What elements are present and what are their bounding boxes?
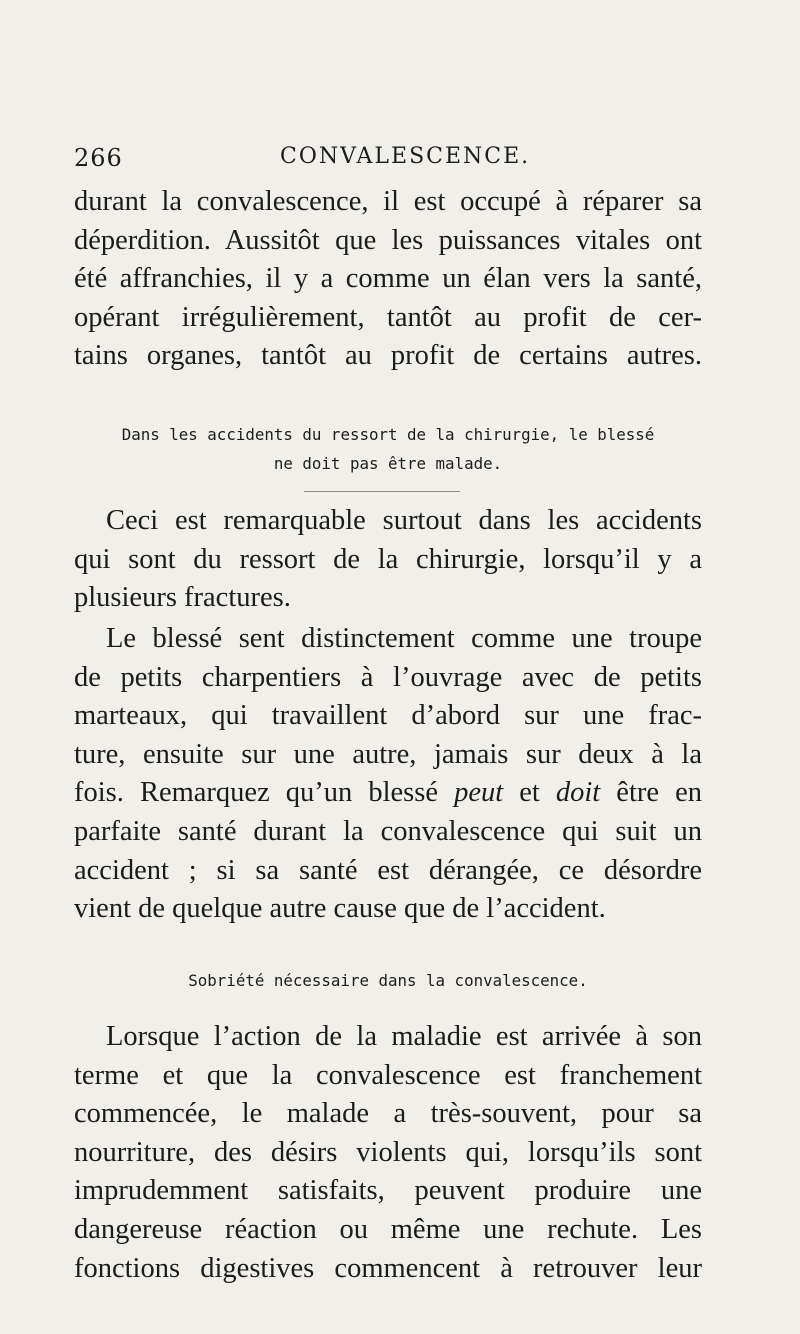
paragraph-nutrition xyxy=(74,1018,702,1288)
text-line: Ceci est remarquable surtout dans les accidents xyxy=(106,505,702,536)
sidenote-line: ne doit pas être malade. xyxy=(273,454,503,473)
text-line: dangereuse réaction ou même une rechute. Les xyxy=(74,1213,702,1245)
sidenote-line: Sobriété nécessaire dans la convalescence. xyxy=(188,971,588,990)
text-line: imprudemment satisfaits, peuvent produire une xyxy=(74,1175,702,1207)
text-fragment: et xyxy=(503,777,556,809)
page-header xyxy=(74,144,700,174)
text-line-with-emphasis xyxy=(74,774,702,813)
text-fragment: fois. Remarquez qu’un blessé xyxy=(74,777,455,809)
paragraph-carpenters xyxy=(74,620,702,929)
paragraph-continued xyxy=(74,183,702,376)
text-line: ture, ensuite sur une autre, jamais sur deux à la xyxy=(74,738,702,770)
text-line: fonctions digestives commencent à retrouver leur xyxy=(74,1252,702,1284)
running-title: CONVALESCENCE. xyxy=(280,144,531,169)
page-number: 266 xyxy=(74,144,123,172)
text-line: déperdition. Aussitôt que les puissances vitales ont xyxy=(74,224,702,256)
marginal-heading-surgery xyxy=(74,420,702,478)
sidenote-line: Dans les accidents du ressort de la chirurgie, le blessé xyxy=(121,425,655,444)
text-line: Lorsque l’action de la maladie est arrivée à son xyxy=(106,1021,702,1052)
text-line: Le blessé sent distinctement comme une troupe xyxy=(106,623,702,654)
text-line: vient de quelque autre cause que de l’accident. xyxy=(74,893,606,925)
text-fragment: être en xyxy=(600,777,702,809)
text-line: qui sont du ressort de la chirurgie, lorsqu’il y a xyxy=(74,543,702,575)
text-line: commencée, le malade a très-souvent, pour sa xyxy=(74,1098,702,1130)
text-line: opérant irrégulièrement, tantôt au profit de cer- xyxy=(74,301,702,333)
text-line: nourriture, des désirs violents qui, lorsqu’ils sont xyxy=(74,1136,702,1168)
text-line: tains organes, tantôt au profit de certains autres. xyxy=(74,340,702,372)
text-line: de petits charpentiers à l’ouvrage avec de petits xyxy=(74,661,702,693)
paragraph-fractures xyxy=(74,502,702,618)
text-line: accident ; si sa santé est dérangée, ce désordre xyxy=(74,854,702,886)
section-divider xyxy=(304,491,460,492)
emphasis-peut: peut xyxy=(454,777,504,809)
text-line: été affranchies, il y a comme un élan vers la santé, xyxy=(74,263,702,295)
text-line: plusieurs fractures. xyxy=(74,582,291,614)
text-line: marteaux, qui travaillent d’abord sur une frac- xyxy=(74,700,702,732)
text-line: terme et que la convalescence est franchement xyxy=(74,1059,702,1091)
text-line: durant la convalescence, il est occupé à réparer sa xyxy=(74,186,702,217)
marginal-heading-sobriety xyxy=(74,966,702,995)
text-line: parfaite santé durant la convalescence qui suit un xyxy=(74,815,702,847)
emphasis-doit: doit xyxy=(555,777,601,809)
